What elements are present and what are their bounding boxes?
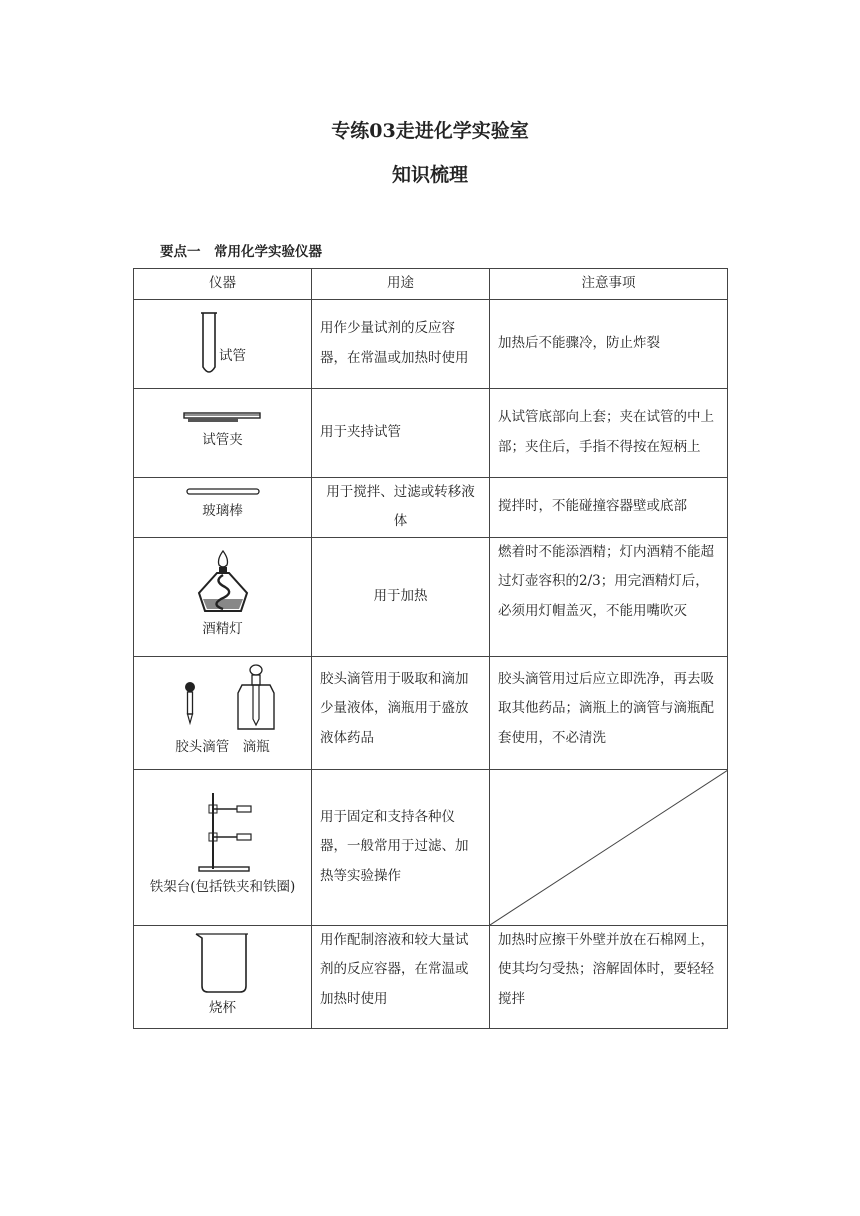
table-row bbox=[134, 537, 728, 656]
table-row bbox=[134, 299, 728, 388]
use-cell: 用于夹持试管 bbox=[312, 388, 490, 477]
note-cell: 燃着时不能添酒精；灯内酒精不能超过灯壶容积的2/3；用完酒精灯后，必须用灯帽盖灭，不能用嘴吹灭 bbox=[490, 537, 728, 656]
note-cell: 搅拌时，不能碰撞容器壁或底部 bbox=[490, 477, 728, 537]
instrument-cell bbox=[134, 656, 312, 769]
beaker-icon bbox=[192, 930, 254, 994]
instrument-cell bbox=[134, 388, 312, 477]
instrument-label: 烧杯 bbox=[209, 999, 236, 1016]
use-cell: 胶头滴管用于吸取和滴加少量液体，滴瓶用于盛放液体药品 bbox=[312, 656, 490, 769]
section-heading: 要点一 常用化学实验仪器 bbox=[160, 244, 322, 260]
instrument-label: 胶头滴管 滴瓶 bbox=[175, 738, 270, 755]
test-tube-clamp-icon bbox=[182, 410, 264, 426]
instrument-cell bbox=[134, 299, 312, 388]
instrument-label: 酒精灯 bbox=[202, 620, 243, 637]
instrument-cell bbox=[134, 477, 312, 537]
note-cell: 胶头滴管用过后应立即洗净，再去吸取其他药品；滴瓶上的滴管与滴瓶配套使用，不必清洗 bbox=[490, 656, 728, 769]
instrument-cell bbox=[134, 925, 312, 1028]
use-cell: 用于固定和支持各种仪器，一般常用于过滤、加热等实验操作 bbox=[312, 769, 490, 925]
glass-rod-icon bbox=[185, 487, 261, 497]
note-cell: 从试管底部向上套；夹在试管的中上部；夹住后，手指不得按在短柄上 bbox=[490, 388, 728, 477]
table-row bbox=[134, 769, 728, 925]
note-cell: 加热后不能骤冷，防止炸裂 bbox=[490, 299, 728, 388]
page-subtitle: 知识梳理 bbox=[391, 164, 468, 186]
instrument-label: 玻璃棒 bbox=[202, 503, 243, 520]
table-row bbox=[134, 656, 728, 769]
use-cell: 用作配制溶液和较大量试剂的反应容器，在常温或加热时使用 bbox=[312, 925, 490, 1028]
alcohol-lamp-icon bbox=[193, 549, 253, 615]
table-header-row bbox=[134, 269, 728, 300]
test-tube-icon bbox=[199, 311, 219, 377]
header-note: 注意事项 bbox=[490, 269, 728, 300]
instrument-label: 试管 bbox=[219, 347, 246, 364]
table-row bbox=[134, 388, 728, 477]
empty-diagonal-cell bbox=[490, 769, 728, 925]
instrument-label: 试管夹 bbox=[202, 431, 243, 448]
dropper-and-bottle-icon bbox=[168, 663, 278, 733]
header-use: 用途 bbox=[312, 269, 490, 300]
header-instrument: 仪器 bbox=[134, 269, 312, 300]
instrument-table bbox=[133, 268, 728, 1029]
use-cell: 用作少量试剂的反应容器，在常温或加热时使用 bbox=[312, 299, 490, 388]
table-row bbox=[134, 477, 728, 537]
note-cell: 加热时应擦干外壁并放在石棉网上，使其均匀受热；溶解固体时，要轻轻搅拌 bbox=[490, 925, 728, 1028]
use-cell: 用于加热 bbox=[312, 537, 490, 656]
use-cell: 用于搅拌、过滤或转移液体 bbox=[312, 477, 490, 537]
page-title: 专练03走进化学实验室 bbox=[331, 120, 529, 142]
table-row bbox=[134, 925, 728, 1028]
instrument-cell bbox=[134, 537, 312, 656]
instrument-cell bbox=[134, 769, 312, 925]
diagonal-line bbox=[490, 770, 728, 925]
instrument-label: 铁架台(包括铁夹和铁圈) bbox=[149, 879, 296, 896]
iron-stand-icon bbox=[193, 791, 253, 873]
